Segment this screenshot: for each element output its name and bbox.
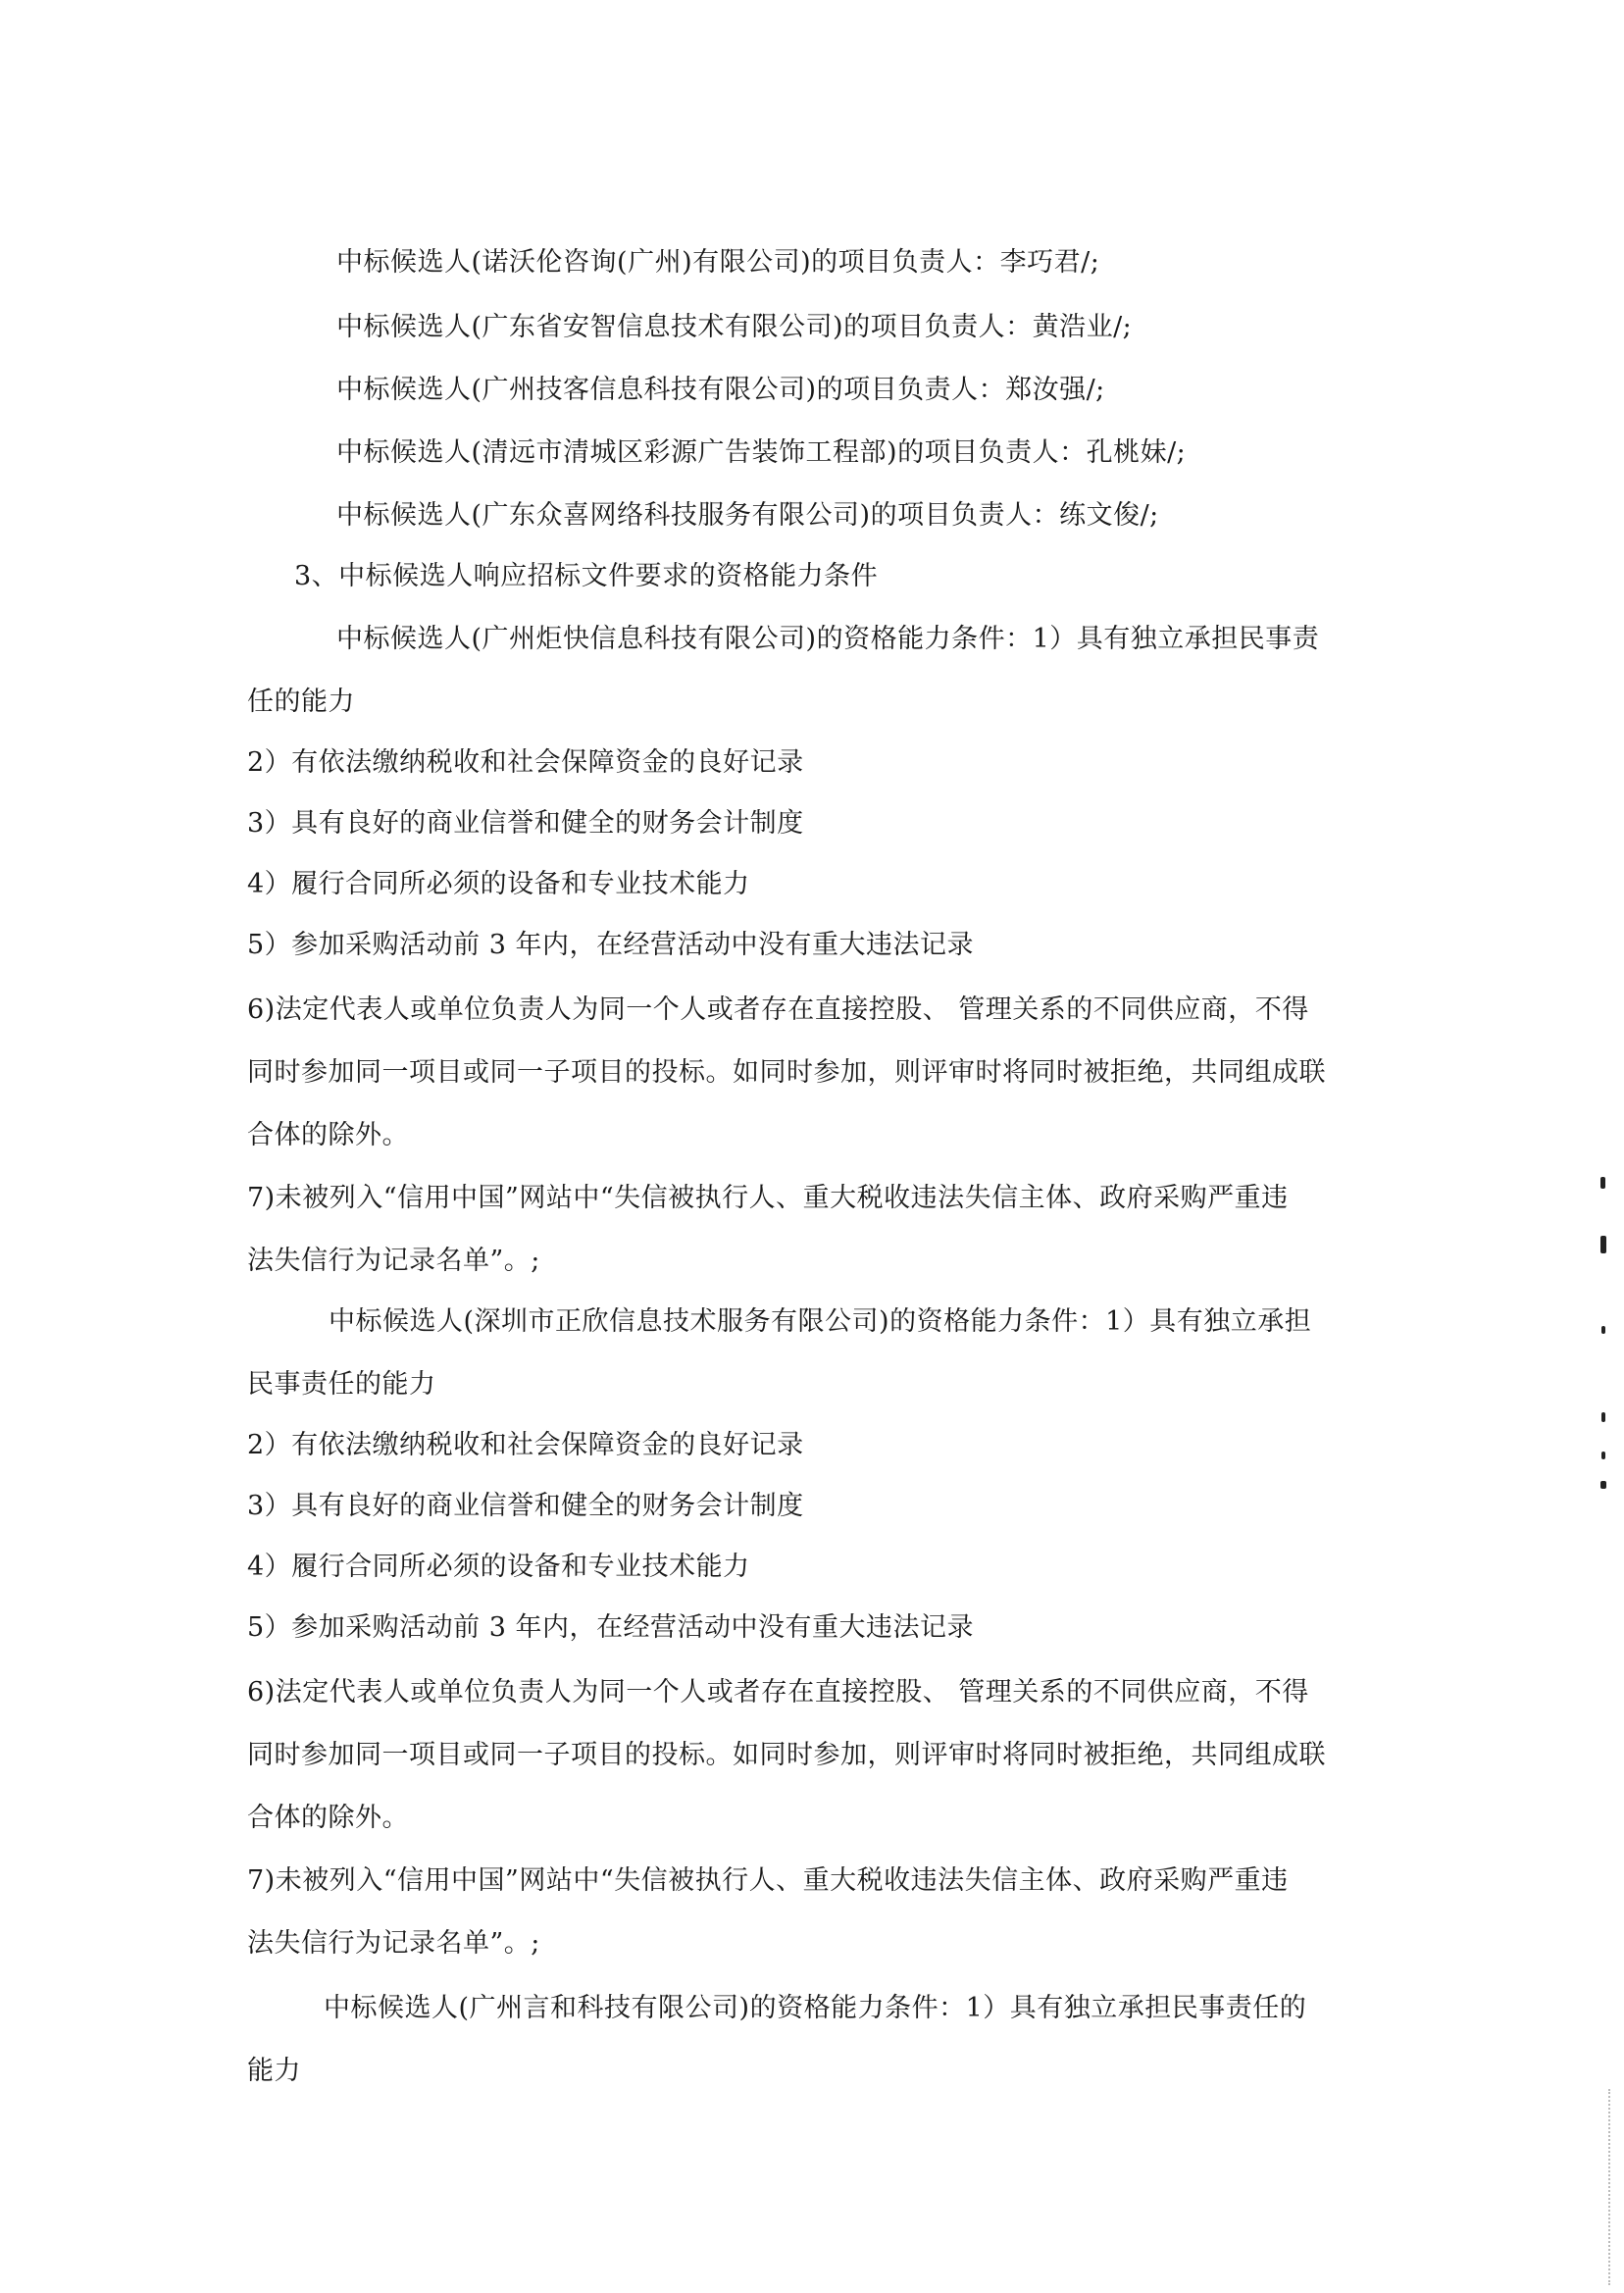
scan-artifact: [1601, 1412, 1605, 1422]
text-line: 6)法定代表人或单位负责人为同一个人或者存在直接控股、 管理关系的不同供应商，不得: [247, 994, 1309, 1025]
text-line: 合体的除外。: [247, 1803, 409, 1833]
text-line: 任的能力: [247, 687, 355, 717]
text-line: 3）具有良好的商业信誉和健全的财务会计制度: [247, 1491, 804, 1521]
text-line: 7)未被列入“信用中国”网站中“失信被执行人、重大税收违法失信主体、政府采购严重违: [247, 1865, 1289, 1896]
text-line: 3）具有良好的商业信誉和健全的财务会计制度: [247, 808, 804, 839]
text-line: 中标候选人(清远市清城区彩源广告装饰工程部)的项目负责人：孔桃妹/;: [336, 437, 1187, 468]
text-line: 2）有依法缴纳税收和社会保障资金的良好记录: [247, 747, 804, 778]
text-line: 能力: [247, 2056, 301, 2086]
text-line: 中标候选人(广州言和科技有限公司)的资格能力条件：1）具有独立承担民事责任的: [324, 1993, 1307, 2023]
text-line: 7)未被列入“信用中国”网站中“失信被执行人、重大税收违法失信主体、政府采购严重违: [247, 1183, 1289, 1213]
text-line: 中标候选人(广东省安智信息技术有限公司)的项目负责人：黄浩业/;: [336, 312, 1133, 342]
text-line: 4）履行合同所必须的设备和专业技术能力: [247, 1552, 750, 1582]
text-line: 5）参加采购活动前 3 年内，在经营活动中没有重大违法记录: [247, 930, 975, 960]
text-line: 2）有依法缴纳税收和社会保障资金的良好记录: [247, 1430, 804, 1460]
text-line: 中标候选人(广东众喜网络科技服务有限公司)的项目负责人：练文俊/;: [336, 500, 1159, 531]
scan-artifact: [1600, 1481, 1606, 1489]
text-line: 中标候选人(广州炬快信息科技有限公司)的资格能力条件：1）具有独立承担民事责: [336, 624, 1320, 654]
text-line: 中标候选人(诺沃伦咨询(广州)有限公司)的项目负责人：李巧君/;: [336, 247, 1100, 278]
text-line: 中标候选人(广州技客信息科技有限公司)的项目负责人：郑汝强/;: [336, 375, 1105, 405]
scan-artifact: [1600, 1236, 1606, 1253]
text-line: 民事责任的能力: [247, 1369, 436, 1400]
text-line: 法失信行为记录名单”。;: [247, 1246, 540, 1276]
scan-artifact: [1601, 1326, 1605, 1334]
text-line: 中标候选人(深圳市正欣信息技术服务有限公司)的资格能力条件：1）具有独立承担: [329, 1306, 1312, 1337]
scan-artifact: [1601, 1452, 1605, 1459]
text-line: 法失信行为记录名单”。;: [247, 1928, 540, 1959]
scan-artifact: [1608, 2089, 1612, 2285]
text-line: 6)法定代表人或单位负责人为同一个人或者存在直接控股、 管理关系的不同供应商，不得: [247, 1677, 1309, 1707]
text-line: 同时参加同一项目或同一子项目的投标。如同时参加，则评审时将同时被拒绝，共同组成联: [247, 1057, 1326, 1088]
text-line: 5）参加采购活动前 3 年内，在经营活动中没有重大违法记录: [247, 1612, 975, 1643]
scan-artifact: [1600, 1177, 1605, 1189]
text-line: 合体的除外。: [247, 1120, 409, 1150]
text-line: 同时参加同一项目或同一子项目的投标。如同时参加，则评审时将同时被拒绝，共同组成联: [247, 1740, 1326, 1770]
text-line: 4）履行合同所必须的设备和专业技术能力: [247, 869, 750, 899]
section-heading: 3、中标候选人响应招标文件要求的资格能力条件: [294, 561, 879, 591]
